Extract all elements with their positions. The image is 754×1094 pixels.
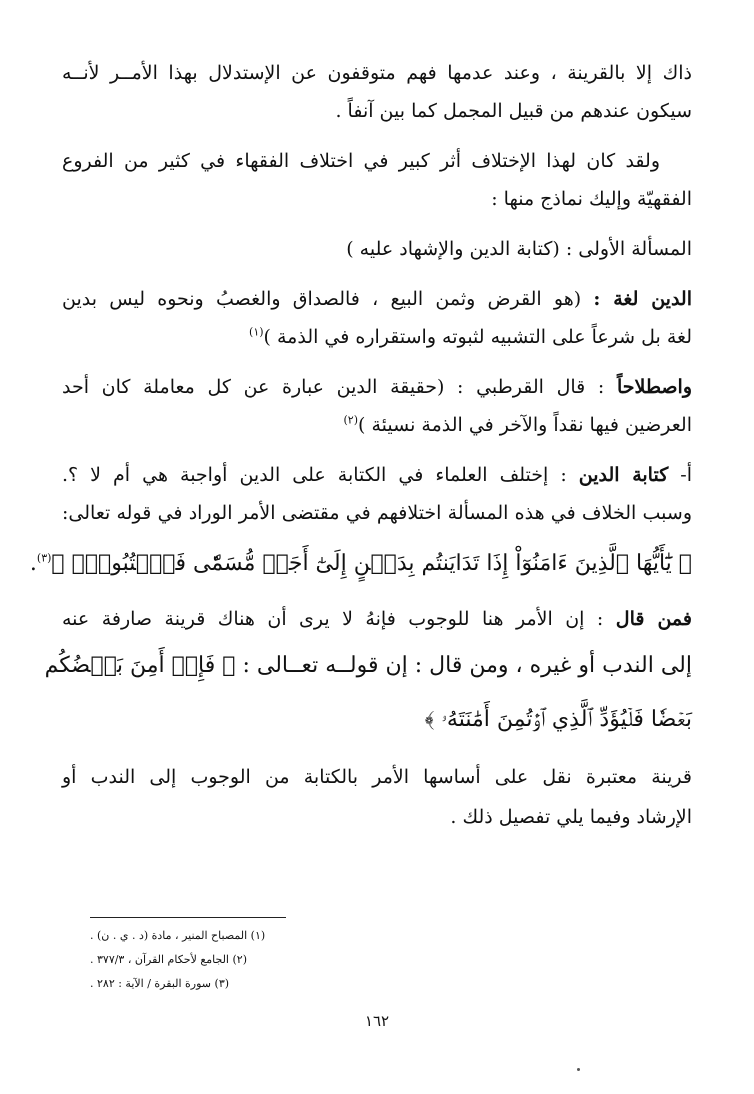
line-1-text: ذاك إلا بالقرينة ، وعند عدمها فهم متوقفون عن الإستدلال بهذا الأمــر لأنــه bbox=[62, 62, 692, 84]
footnote-marker-2: (٢) bbox=[343, 413, 359, 427]
quran-verse-2 bbox=[62, 700, 692, 740]
istilahan-line bbox=[62, 370, 692, 404]
faman-qal-label: فمن قال bbox=[615, 608, 692, 630]
text-line-1 bbox=[62, 56, 692, 90]
footnote-3: (٣) سورة البقرة / الآية : ٢٨٢ . bbox=[90, 977, 230, 990]
text-line-7 bbox=[62, 320, 692, 354]
text-line-4 bbox=[62, 182, 692, 216]
text-line-16 bbox=[62, 800, 692, 834]
kitabat-line bbox=[62, 458, 692, 492]
kitabat-prefix: أ- bbox=[680, 464, 692, 486]
footnote-divider bbox=[90, 917, 286, 918]
quran-verse-1 bbox=[29, 544, 692, 584]
page-number: ١٦٢ bbox=[364, 1012, 390, 1030]
text-line-15 bbox=[62, 760, 692, 794]
text-line-2 bbox=[62, 94, 692, 128]
istilahan-label: واصطلاحاً bbox=[616, 376, 693, 398]
line-15-text: قرينة معتبرة نقل على أساسها الأمر بالكتابة من الوجوب إلى الندب أو bbox=[62, 766, 692, 788]
line-2-text: سيكون عندهم من قبيل المجمل كما بين آنفاً . bbox=[335, 100, 692, 122]
issue-heading bbox=[62, 232, 692, 266]
body-text bbox=[29, 56, 693, 876]
footnotes bbox=[90, 928, 430, 1008]
footnote-marker-1: (١) bbox=[249, 325, 264, 339]
din-lugha-line bbox=[62, 282, 692, 316]
verse-end-dot: . bbox=[29, 551, 37, 576]
din-lugha-label: الدين لغة : bbox=[593, 288, 693, 310]
text-line-3 bbox=[62, 144, 692, 178]
quran-verse-2-text: بَعۡضٗا فَلۡيُؤَدِّ ٱلَّذِي ٱؤۡتُمِنَ أَمَٰنَتَهُۥ ﴾ bbox=[424, 707, 692, 732]
footnote-1: (١) المصباح المنير ، مادة (د . ي . ن) . bbox=[90, 929, 266, 942]
quran-verse-1-text: ﴿ يَٰٓأَيُّهَا ٱلَّذِينَ ءَامَنُوٓاْ إِذَا تَدَايَنتُم بِدَيۡنٍ إِلَىٰٓ أَجَلٖ مُّسَمّٗى فَٱكۡتُبُوهُۚ ﴾ bbox=[51, 551, 692, 576]
faman-qal-text: : إن الأمر هنا للوجوب فإنهُ لا يرى أن هناك قرينة صارفة عنه bbox=[62, 608, 604, 630]
line-13-text: إلى الندب أو غيره ، ومن قال : إن قولــه تعــالى : ﴿ فَإِنۡ أَمِنَ بَعۡضُكُم bbox=[44, 653, 692, 678]
line-3-text: ولقد كان لهذا الإختلاف أثر كبير في اختلاف الفقهاء في كثير من الفروع bbox=[62, 150, 660, 172]
text-line-9 bbox=[62, 408, 692, 442]
text-line-13 bbox=[44, 646, 692, 686]
istilahan-text: : قال القرطبي : (حقيقة الدين عبارة عن كل معاملة كان أحد bbox=[62, 376, 605, 398]
line-4-text: الفقهيّة وإليك نماذج منها : bbox=[491, 188, 692, 210]
line-16-text: الإرشاد وفيما يلي تفصيل ذلك . bbox=[450, 806, 692, 828]
footnote-marker-3: (٣) bbox=[36, 551, 52, 565]
line-11-text: وسبب الخلاف في هذه المسألة اختلافهم في مقتضى الأمر الوراد في قوله تعالى: bbox=[62, 502, 692, 524]
text-line-11 bbox=[62, 496, 692, 530]
kitabat-label: كتابة الدين bbox=[578, 464, 669, 486]
faman-qal-line bbox=[62, 602, 692, 636]
line-7-text: لغة بل شرعاً على التشبيه لثبوته واستقراره في الذمة ) bbox=[263, 326, 692, 348]
kitabat-text: : إختلف العلماء في الكتابة على الدين أواجبة هي أم لا ؟. bbox=[62, 464, 567, 486]
issue-heading-text: المسألة الأولى : (كتابة الدين والإشهاد عليه ) bbox=[346, 238, 692, 260]
line-9-text: العرضين فيها نقداً والآخر في الذمة نسيئة ) bbox=[358, 414, 692, 436]
din-lugha-text: (هو القرض وثمن البيع ، فالصداق والغصبُ ونحوه ليس بدين bbox=[62, 288, 582, 310]
footnote-2: (٢) الجامع لأحكام القرآن ، ٣٧٧/٣ . bbox=[90, 953, 247, 966]
scan-speck bbox=[577, 1068, 580, 1071]
